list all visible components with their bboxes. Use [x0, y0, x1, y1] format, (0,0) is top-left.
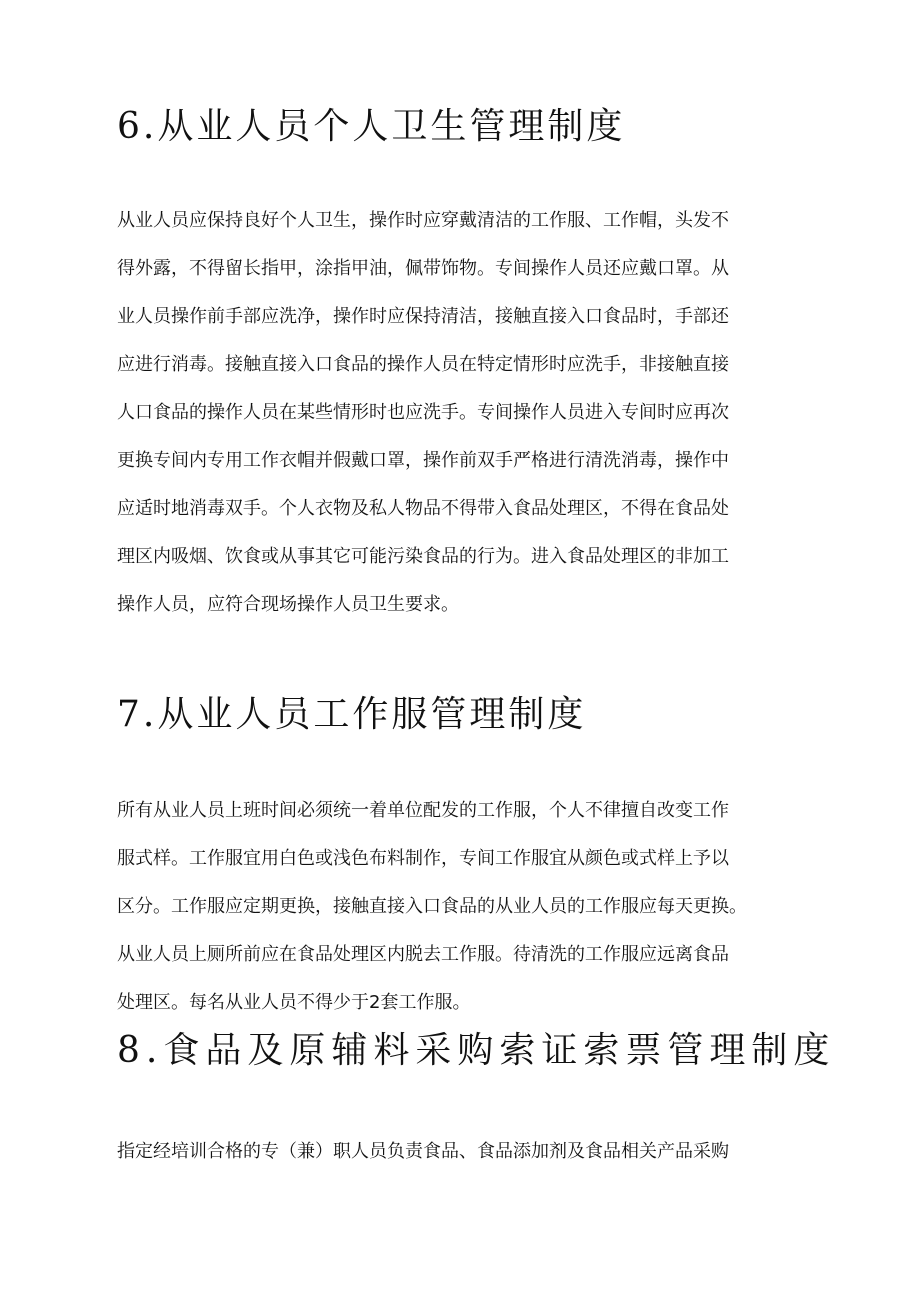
- paragraph-line: 操作人员，应符合现场操作人员卫生要求。: [117, 594, 459, 615]
- section-heading-8: 8.食品及原辅料采购索证索票管理制度: [117, 1030, 836, 1071]
- paragraph-line: 理区内吸烟、饮食或从事其它可能污染食品的行为。进入食品处理区的非加工: [117, 546, 729, 567]
- paragraph-line: 应适时地消毒双手。个人衣物及私人物品不得带入食品处理区，不得在食品处: [117, 498, 729, 519]
- paragraph-line: 区分。工作服应定期更换，接触直接入口食品的从业人员的工作服应每天更换。: [117, 896, 747, 917]
- paragraph-line: 指定经培训合格的专（兼）职人员负责食品、食品添加剂及食品相关产品采购: [117, 1141, 729, 1162]
- paragraph-line: 所有从业人员上班时间必须统一着单位配发的工作服，个人不律擅自改变工作: [117, 800, 729, 821]
- paragraph-line: 从业人员上厕所前应在食品处理区内脱去工作服。待清洗的工作服应远离食品: [117, 944, 729, 965]
- paragraph-line: 人口食品的操作人员在某些情形时也应洗手。专间操作人员进入专间时应再次: [117, 402, 729, 423]
- paragraph-line: 从业人员应保持良好个人卫生，操作时应穿戴清洁的工作服、工作帽，头发不: [117, 210, 729, 231]
- paragraph-line: 更换专间内专用工作衣帽并假戴口罩，操作前双手严格进行清洗消毒，操作中: [117, 450, 729, 471]
- section-paragraph-8: [117, 1128, 807, 1176]
- section-paragraph-7: [117, 787, 807, 1027]
- paragraph-line: 得外露，不得留长指甲，涂指甲油，佩带饰物。专间操作人员还应戴口罩。从: [117, 258, 729, 279]
- section-paragraph-6: [117, 197, 807, 629]
- paragraph-line: 服式样。工作服宜用白色或浅色布料制作，专间工作服宜从颜色或式样上予以: [117, 848, 729, 869]
- paragraph-line: 业人员操作前手部应洗净，操作时应保持清洁，接触直接入口食品时，手部还: [117, 306, 729, 327]
- paragraph-line: 应进行消毒。接触直接入口食品的操作人员在特定情形时应洗手，非接触直接: [117, 354, 729, 375]
- paragraph-line: 处理区。每名从业人员不得少于2套工作服。: [117, 992, 471, 1013]
- section-heading-7: 7.从业人员工作服管理制度: [117, 694, 587, 735]
- section-heading-6: 6.从业人员个人卫生管理制度: [117, 106, 626, 147]
